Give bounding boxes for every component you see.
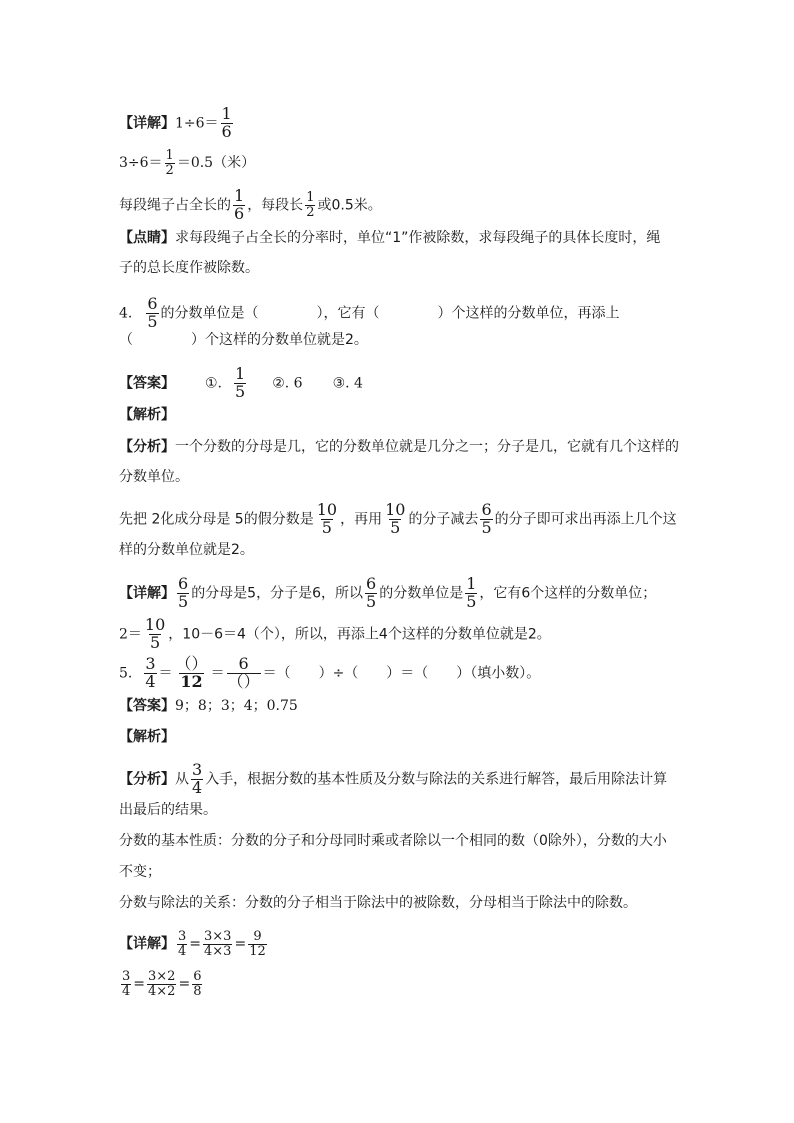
detail-5-line-1 xyxy=(119,930,269,958)
analysis-subtag: 【分析】 xyxy=(119,439,175,455)
analysis-heading-1 xyxy=(119,405,175,425)
fraction: $\frac{3}{4}$ xyxy=(122,969,131,999)
tip-line-2 xyxy=(119,258,259,278)
text: （ xyxy=(119,332,133,348)
detail-tag: 【详解】 xyxy=(119,115,175,132)
text: 子的总长度作被除数。 xyxy=(119,260,259,276)
text: 从 xyxy=(175,771,189,788)
fraction: $\frac{6}{()}$ xyxy=(227,654,260,691)
question-number: 4. xyxy=(119,305,133,322)
fraction: $\frac{3}{4}$ xyxy=(192,760,203,797)
equals-sign: = xyxy=(178,976,191,993)
equals-sign: = xyxy=(189,936,202,953)
text: 分数与除法的关系：分数的分子相当于除法中的被除数，分母相当于除法中的除数。 xyxy=(119,895,637,911)
text: 样的分数单位就是2。 xyxy=(119,542,254,558)
text: ，它有6个这样的分数单位； xyxy=(479,585,657,602)
property-line-2 xyxy=(119,862,161,882)
text: 的分数单位是 xyxy=(379,585,464,602)
expression: 2＝ xyxy=(119,626,142,643)
detail-4-line-1 xyxy=(119,576,656,611)
tip-tag: 【点睛】 xyxy=(119,230,175,246)
fraction: $\frac{6}{8}$ xyxy=(193,969,202,999)
fraction: $\frac{1}{5}$ xyxy=(235,364,246,401)
text: 出最后的结果。 xyxy=(119,802,217,818)
fraction: $\frac{9}{12}$ xyxy=(249,929,266,959)
answer-5 xyxy=(119,696,298,716)
text: 的分子减去 xyxy=(408,511,479,528)
text: ＝（ ）÷（ ）＝（ ）（填小数）。 xyxy=(262,665,541,682)
detail-line-1 xyxy=(119,106,235,141)
question-number: 5. xyxy=(119,665,133,682)
fraction: $\frac{3\times 2}{4\times 2}$ xyxy=(148,969,176,999)
detail-tag: 【详解】 xyxy=(119,936,175,953)
expression: 3÷6＝ xyxy=(119,155,163,172)
expression: 1÷6＝ xyxy=(175,115,219,132)
question-4 xyxy=(119,296,620,331)
text: ）个这样的分数单位，再添上 xyxy=(437,305,620,322)
fraction: $\frac{1}{5}$ xyxy=(466,574,477,611)
equals-sign: ＝ xyxy=(210,665,225,682)
text: ，再用 xyxy=(340,511,383,528)
property-line-1 xyxy=(119,831,667,851)
equals-sign: ＝ xyxy=(158,665,173,682)
text: 一个分数的分母是几，它的分数单位就是几分之一；分子是几，它就有几个这样的 xyxy=(175,439,679,455)
fraction: $\frac{10}{5}$ xyxy=(316,500,338,537)
analysis-5-line-2 xyxy=(119,800,217,820)
text: 的分子即可求出再添上几个这 xyxy=(494,511,677,528)
text: 不变； xyxy=(119,864,161,880)
text: 分数单位。 xyxy=(119,469,189,485)
tip-line-1 xyxy=(119,228,660,248)
expression: ＝0.5（米） xyxy=(176,155,256,172)
analysis-line-1 xyxy=(119,437,679,457)
answer-tag: 【答案】 xyxy=(119,375,175,392)
question-4-cont xyxy=(119,330,368,350)
detail-line-2 xyxy=(119,149,255,177)
answer-tag: 【答案】 xyxy=(119,698,175,714)
fraction: $\frac{1}{6}$ xyxy=(221,104,232,141)
text: 求每段绳子占全长的分率时，单位“1”作被除数，求每段绳子的具体长度时，绳 xyxy=(175,230,661,246)
text: ，10－6＝4（个），所以，再添上4个这样的分数单位就是2。 xyxy=(168,626,551,643)
analysis-subtag: 【分析】 xyxy=(119,771,175,788)
text: 分数的基本性质：分数的分子和分母同时乘或者除以一个相同的数（0除外），分数的大小 xyxy=(119,833,667,849)
relation-line xyxy=(119,893,637,913)
analysis-heading-2 xyxy=(119,727,175,747)
fraction: $\frac{3}{4}$ xyxy=(178,929,187,959)
text: 每段绳子占全长的 xyxy=(119,197,231,214)
answer-text: 9；8；3；4；0.75 xyxy=(175,698,298,714)
fraction: $\frac{3}{4}$ xyxy=(145,654,156,691)
text: ，每段长 xyxy=(247,197,304,214)
fraction: $\frac{10}{5}$ xyxy=(385,500,406,537)
fraction: $\frac{1}{2}$ xyxy=(306,190,315,220)
detail-line-3 xyxy=(119,188,382,223)
text: 先把 2化成分母是 5的假分数是 xyxy=(119,511,314,528)
text: ），它有（ xyxy=(316,305,380,322)
analysis-line-2 xyxy=(119,467,189,487)
detail-5-line-2 xyxy=(119,970,204,998)
answer-part-3: ③. 4 xyxy=(332,375,363,392)
equals-sign: = xyxy=(234,936,247,953)
analysis-tag: 【解析】 xyxy=(119,407,175,423)
detail-tag: 【详解】 xyxy=(119,585,175,602)
answer-4 xyxy=(119,366,363,401)
text: 的分母是5，分子是6，所以 xyxy=(191,585,364,602)
analysis-5-line-1 xyxy=(119,762,667,797)
fraction: $\frac{1}{6}$ xyxy=(234,186,245,223)
fraction: $\frac{6}{5}$ xyxy=(481,500,492,537)
text: 入手，根据分数的基本性质及分数与除法的关系进行解答，最后用除法计算 xyxy=(205,771,668,788)
text: 的分数单位是（ xyxy=(160,305,259,322)
method-line-1 xyxy=(119,502,677,537)
answer-part-1: ①. xyxy=(205,375,223,392)
fraction: $\frac{6}{5}$ xyxy=(178,574,189,611)
fraction: $\frac{6}{5}$ xyxy=(366,574,377,611)
method-line-2 xyxy=(119,540,254,560)
answer-part-2: ②. 6 xyxy=(272,375,303,392)
text: 或0.5米。 xyxy=(317,197,382,214)
question-5 xyxy=(119,656,540,691)
equals-sign: = xyxy=(133,976,146,993)
fraction: $\frac{6}{5}$ xyxy=(147,294,158,331)
analysis-tag: 【解析】 xyxy=(119,729,175,745)
fraction: $\frac{()}{12}$ xyxy=(175,654,208,691)
fraction: $\frac{1}{2}$ xyxy=(165,148,174,178)
fraction: $\frac{3\times 3}{4\times 3}$ xyxy=(204,929,232,959)
fraction: $\frac{10}{5}$ xyxy=(144,615,166,652)
text: ）个这样的分数单位就是2。 xyxy=(191,332,368,348)
detail-4-line-2 xyxy=(119,617,551,652)
